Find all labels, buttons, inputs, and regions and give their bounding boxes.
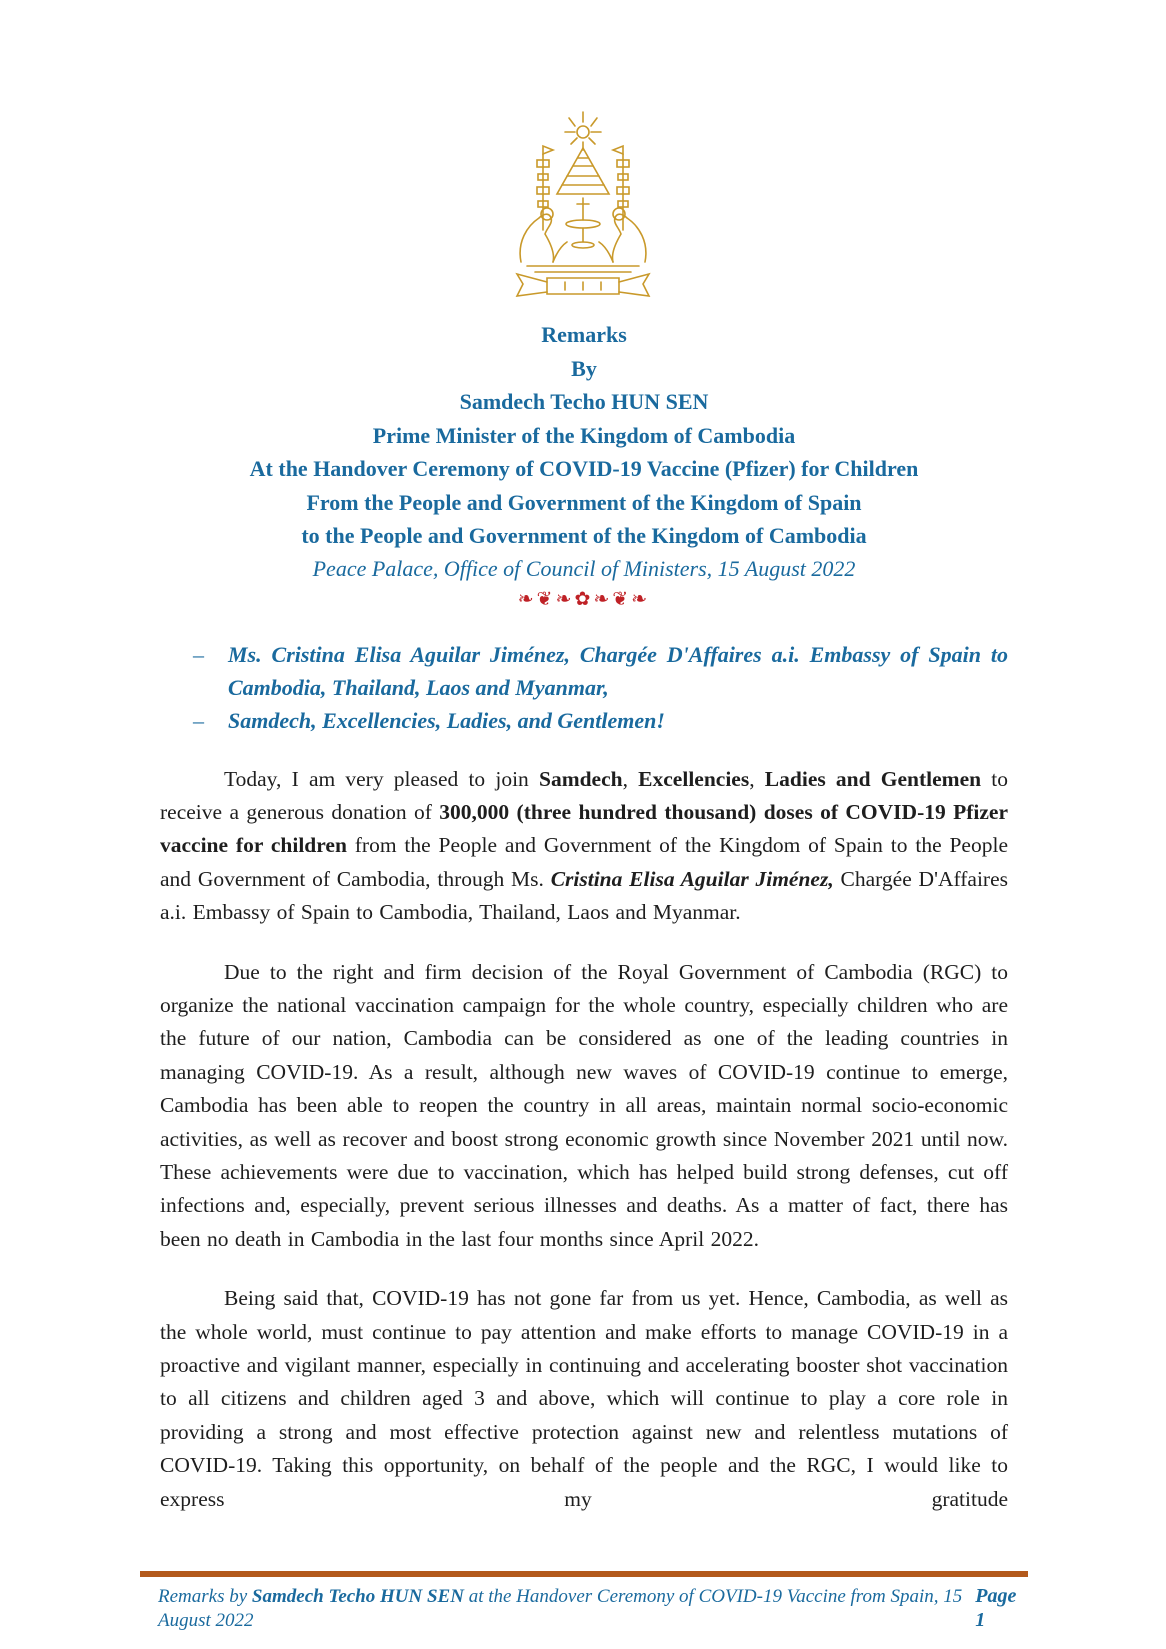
cambodia-royal-arms-icon [487,102,679,308]
salutation-item [160,638,1008,704]
page-number: Page 1 [975,1585,1017,1631]
venue-line: Peace Palace, Office of Council of Ministers, 15 August 2022 [312,555,856,581]
ornament-divider: ❧❦❧✿❧❦❧ [517,587,651,610]
emblem-container [0,0,1166,308]
footer-text: Remarks by Samdech Techo HUN SEN at the Handover Ceremony of COVID-19 Vaccine from Spain, 15 August 2022 [158,1586,963,1631]
salutation-item [160,704,1008,737]
salutation-dash: – [193,707,204,733]
title-block [160,318,1008,612]
title-line-remarks: Remarks [541,322,627,347]
title-line-from: From the People and Government of the Kingdom of Spain [306,489,862,515]
title-line-role: Prime Minister of the Kingdom of Cambodia [372,422,796,448]
title-line-speaker: Samdech Techo HUN SEN [459,389,709,414]
body-paragraph-2: Due to the right and firm decision of the Royal Government of Cambodia (RGC) to organize the national vaccination campaign for the whole country, especially children who are the future of our nation, Cambodia can be considered as one of the leading countries in managing COVID-19. As a result, although new waves of COVID-19 continue to emerge, Cambodia has been able to reopen the country in all areas, maintain normal socio-economic activities, as well as recover and boost strong economic growth since November 2021 until now. These achievements were due to vaccination, which has helped build strong defenses, cut off infections and, especially, prevent serious illnesses and deaths. As a matter of fact, there has been no death in Cambodia in the last four months since April 2022. [160,959,1008,1251]
title-line-to: to the People and Government of the Kingdom of Cambodia [301,523,867,548]
page-footer [140,1571,1028,1633]
body-paragraph-1: Today, I am very pleased to join Samdech, Excellencies, Ladies and Gentlemen to receive a generous donation of 300,000 (three hundred thousand) doses of COVID-19 Pfizer vaccine for children from the People and Government of the Kingdom of Spain to the People and Government of Cambodia, through Ms. Cristina Elisa Aguilar Jiménez, Chargée D'Affaires a.i. Embassy of Spain to Cambodia, Thailand, Laos and Myanmar. [160,766,1009,925]
salutation-list [160,638,1008,737]
footer-double-rule [140,1571,1028,1577]
salutation-dash: – [193,641,204,667]
title-line-by: By [571,355,597,381]
salutation-text: Ms. Cristina Elisa Aguilar Jiménez, Chargée D'Affaires a.i. Embassy of Spain to Cambodia, Thailand, Laos and Myanmar, [228,641,1008,700]
salutation-text: Samdech, Excellencies, Ladies, and Gentlemen! [228,707,665,733]
title-line-event: At the Handover Ceremony of COVID-19 Vaccine (Pfizer) for Children [249,456,919,481]
body-paragraph-3: Being said that, COVID-19 has not gone far from us yet. Hence, Cambodia, as well as the whole world, must continue to pay attention and make efforts to manage COVID-19 in a proactive and vigilant manner, especially in continuing and accelerating booster shot vaccination to all citizens and children aged 3 and above, which will continue to play a core role in providing a strong and most effective protection against new and relentless mutations of COVID-19. Taking this opportunity, on behalf of the people and the RGC, I would like to express my gratitude [160,1286,1008,1511]
